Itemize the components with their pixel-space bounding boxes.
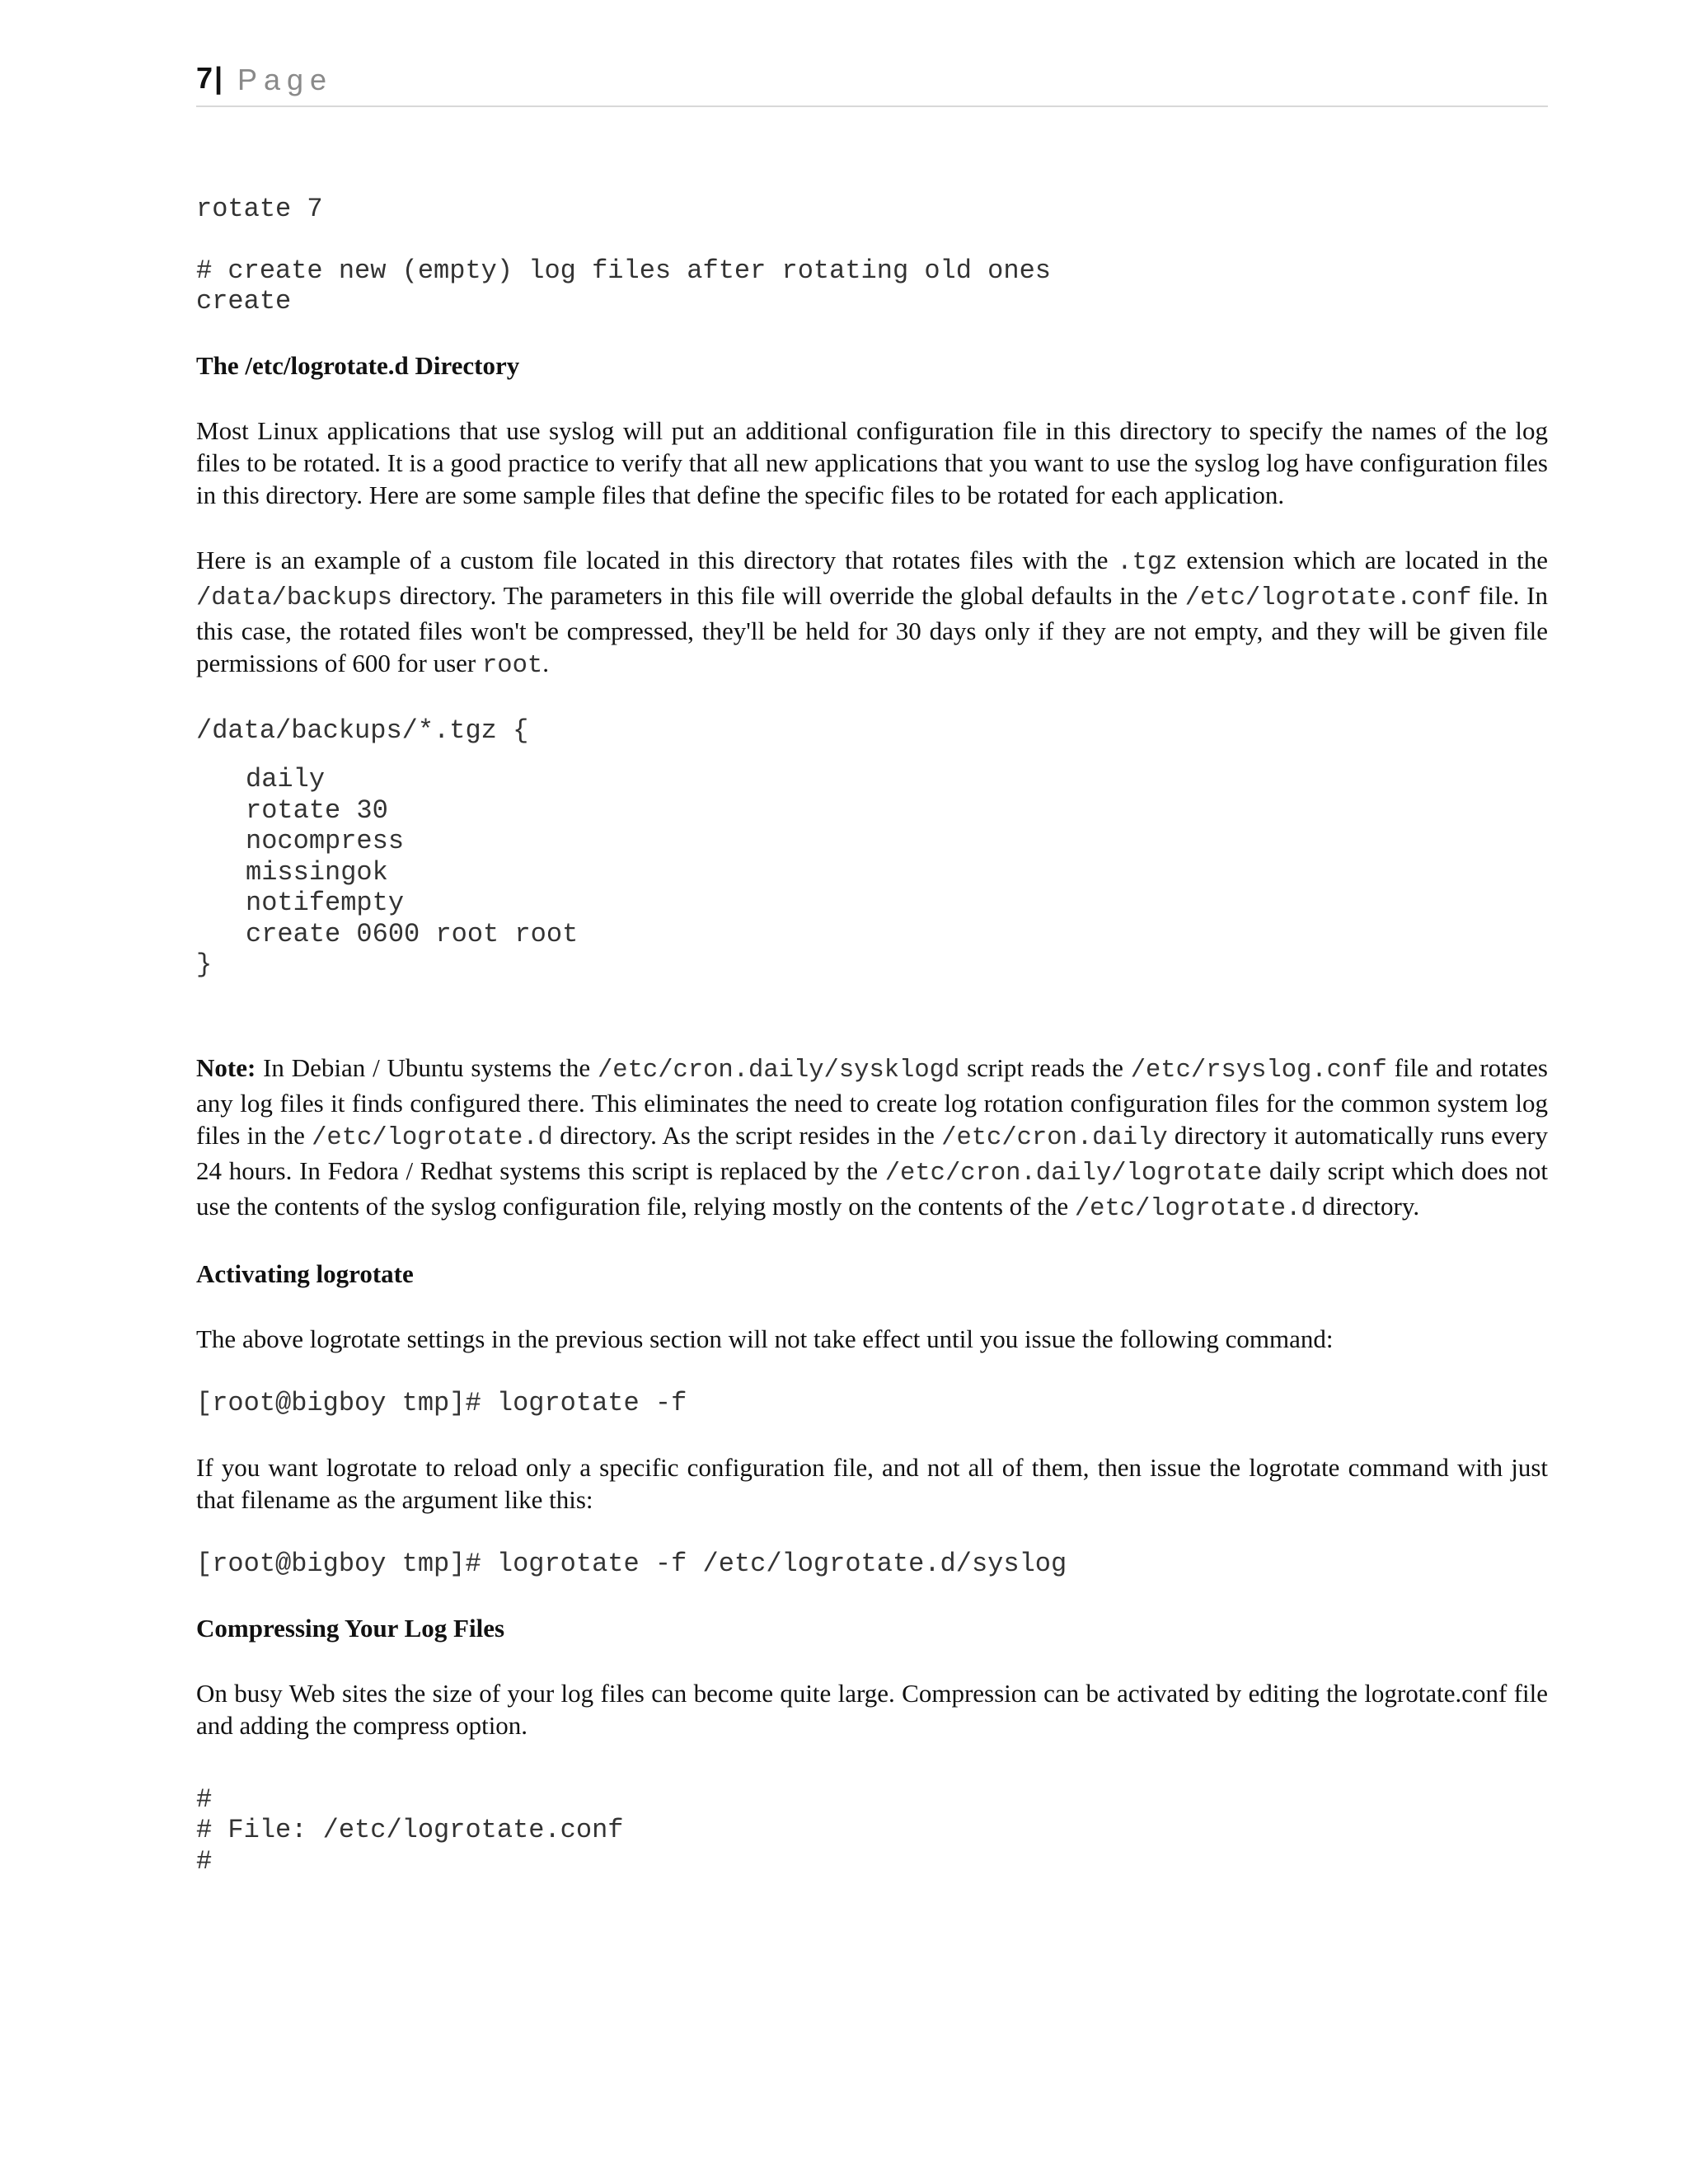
page-content: [196, 194, 1548, 1877]
inline-code: /etc/cron.daily/logrotate: [884, 1159, 1263, 1188]
command-line: [root@bigboy tmp]# logrotate -f /etc/logrotate.d/syslog: [196, 1549, 1067, 1579]
header-separator: |: [214, 61, 223, 95]
paragraph-reload-specific: If you want logrotate to reload only a specific configuration file, and not all of them, then issue the logrotate command with just that filename as the argument like this:: [196, 1453, 1548, 1514]
paragraph-custom-file-example: Here is an example of a custom file located in this directory that rotates files with the .tgz extension which are located in the /data/backups directory. The parameters in this file will override the global defaults in the /etc/logrotate.conf file. In this case, the rotated files won't be compressed, they'll be held for 30 days only if they are not empty, and they will be given file permissions of 600 for user root.: [196, 545, 1548, 680]
page-label: Page: [237, 63, 334, 96]
inline-code: /etc/logrotate.d: [1074, 1194, 1316, 1223]
section-heading-compressing: Compressing Your Log Files: [196, 1613, 505, 1643]
paragraph-activating: The above logrotate settings in the previous section will not take effect until you issue the following command:: [196, 1324, 1334, 1353]
inline-code: .tgz: [1117, 548, 1178, 577]
code-line: notifempty: [246, 888, 405, 918]
code-comment: # File: /etc/logrotate.conf: [196, 1815, 624, 1845]
inline-code: root: [481, 651, 543, 680]
command-line: [root@bigboy tmp]# logrotate -f: [196, 1387, 687, 1418]
code-line: missingok: [246, 856, 388, 888]
page-number: 7: [196, 61, 213, 95]
code-line: create: [196, 286, 292, 316]
code-line: rotate 30: [246, 794, 388, 826]
paragraph-note: Note: In Debian / Ubuntu systems the /etc/cron.daily/sysklogd script reads the /etc/rsyslog.conf file and rotates any log files it finds configured there. This eliminates the need to create log rotation configuration files for the common system log files in the /etc/logrotate.d directory. As the script resides in the /etc/cron.daily directory it automatically runs every 24 hours. In Fedora / Redhat systems this script is replaced by the /etc/cron.daily/logrotate daily script which does not use the contents of the syslog configuration file, relying mostly on the contents of the /etc/logrotate.d directory.: [196, 1052, 1549, 1223]
code-comment: #: [196, 1783, 213, 1815]
code-comment: #: [196, 1845, 213, 1877]
note-label: Note:: [196, 1052, 256, 1082]
inline-code: /data/backups: [196, 583, 392, 612]
inline-code: /etc/cron.daily/sysklogd: [598, 1056, 960, 1085]
section-heading-activating: Activating logrotate: [196, 1258, 414, 1288]
paragraph-logrotate-d-intro: Most Linux applications that use syslog will put an additional configuration file in this directory to specify the names of the log files to be rotated. It is a good practice to verify that all new applications that you want to use the syslog log have configuration files in this directory. Here are some sample files that define the specific files to be rotated for each application.: [196, 415, 1548, 509]
inline-code: /etc/logrotate.conf: [1184, 583, 1472, 612]
paragraph-compressing: On busy Web sites the size of your log files can become quite large. Compression can be activated by editing the logrotate.conf file and adding the compress option.: [196, 1678, 1548, 1740]
code-line: nocompress: [246, 826, 405, 856]
inline-code: /etc/cron.daily: [941, 1123, 1168, 1152]
inline-code: /etc/logrotate.d: [312, 1123, 553, 1152]
inline-code: /etc/rsyslog.conf: [1130, 1056, 1387, 1085]
code-comment: # create new (empty) log files after rotating old ones: [196, 255, 1051, 286]
code-line: /data/backups/*.tgz {: [196, 715, 529, 746]
code-block-backups: [196, 715, 1548, 981]
code-line: create 0600 root root: [246, 918, 579, 949]
code-line: daily: [246, 764, 326, 794]
code-block-logrotate-conf: [196, 1784, 1548, 1877]
page-header: [196, 61, 1548, 107]
code-line: rotate 7: [196, 194, 323, 224]
code-line: }: [196, 949, 213, 980]
section-heading-logrotate-d: The /etc/logrotate.d Directory: [196, 350, 520, 380]
